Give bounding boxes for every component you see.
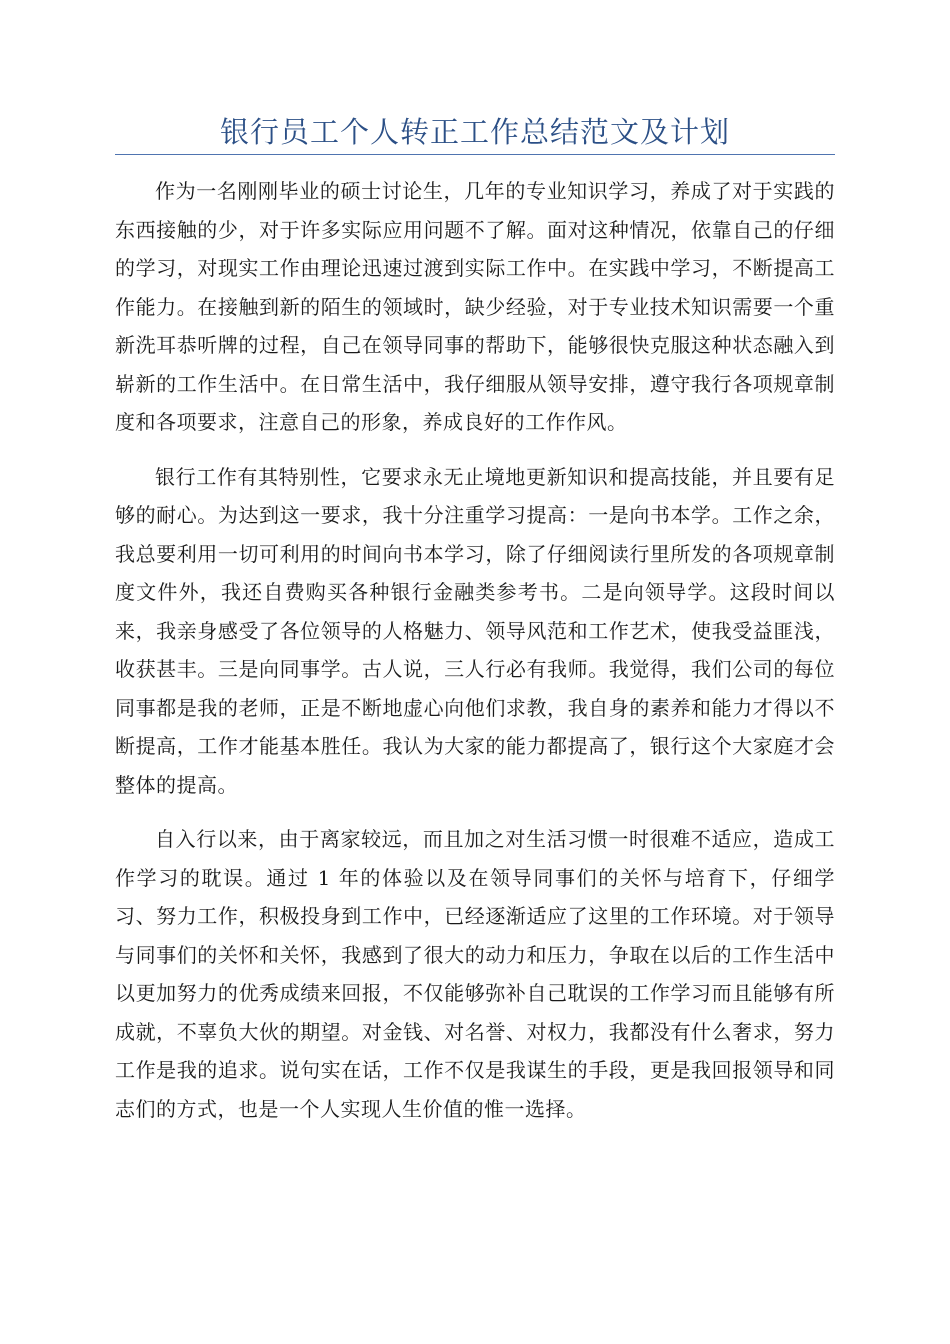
document-title: 银行员工个人转正工作总结范文及计划	[219, 115, 730, 149]
paragraph-2: 银行工作有其特别性，它要求永无止境地更新知识和提高技能，并且要有足够的耐心。为达到这一要求，我十分注重学习提高：一是向书本学。工作之余，我总要利用一切可利用的时间向书本学习，除了仔细阅读行里所发的各项规章制度文件外，我还自费购买各种银行金融类参考书。二是向领导学。这段时间以来，我亲身感受了各位领导的人格魅力、领导风范和工作艺术，使我受益匪浅，收获甚丰。三是向同事学。古人说，三人行必有我师。我觉得，我们公司的每位同事都是我的老师，正是不断地虚心向他们求教，我自身的素养和能力才得以不断提高，工作才能基本胜任。我认为大家的能力都提高了，银行这个大家庭才会整体的提高。	[115, 464, 835, 797]
paragraph-3: 自入行以来，由于离家较远，而且加之对生活习惯一时很难不适应，造成工作学习的耽误。通过 1 年的体验以及在领导同事们的关怀与培育下，仔细学习、努力工作，积极投身到工作中，已经逐渐适应了这里的工作环境。对于领导与同事们的关怀和关怀，我感到了很大的动力和压力，争取在以后的工作生活中以更加努力的优秀成绩来回报，不仅能够弥补自己耽误的工作学习而且能够有所成就，不辜负大伙的期望。对金钱、对名誉、对权力，我都没有什么奢求，努力工作是我的追求。说句实在话，工作不仅是我谋生的手段，更是我回报领导和同志们的方式，也是一个人实现人生价值的惟一选择。	[115, 827, 835, 1121]
title-underline	[115, 154, 835, 155]
paragraph-1: 作为一名刚刚毕业的硕士讨论生，几年的专业知识学习，养成了对于实践的东西接触的少，对于许多实际应用问题不了解。面对这种情况，依靠自己的仔细的学习，对现实工作由理论迅速过渡到实际工作中。在实践中学习，不断提高工作能力。在接触到新的陌生的领域时，缺少经验，对于专业技术知识需要一个重新洗耳恭听牌的过程，自己在领导同事的帮助下，能够很快克服这种状态融入到崭新的工作生活中。在日常生活中，我仔细服从领导安排，遵守我行各项规章制度和各项要求，注意自己的形象，养成良好的工作作风。	[115, 179, 835, 434]
document-body	[115, 172, 835, 1144]
